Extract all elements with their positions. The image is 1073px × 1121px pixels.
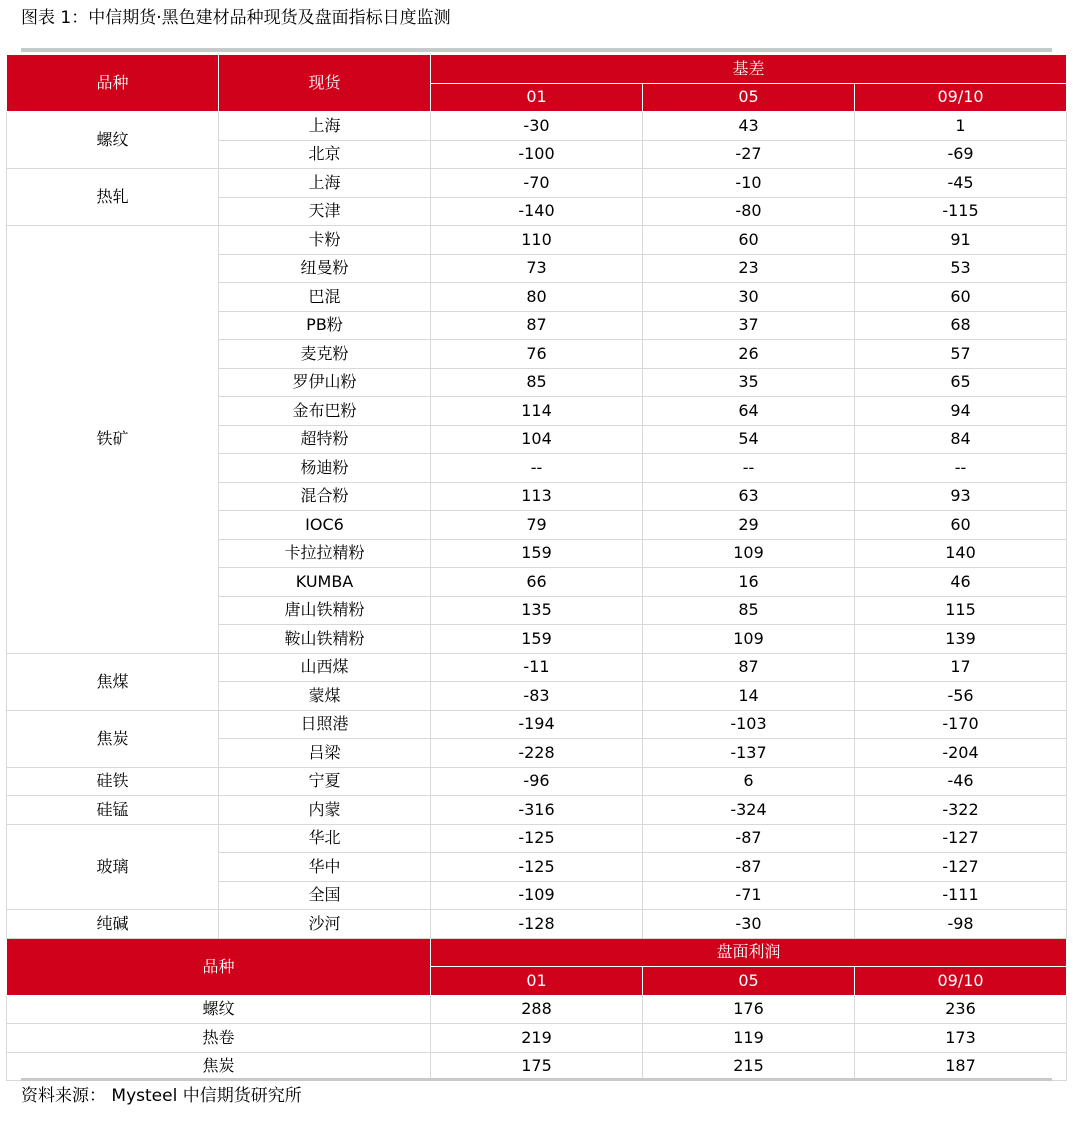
basis-value: 29 <box>643 511 855 540</box>
table-row <box>7 995 1067 1024</box>
basis-value: -194 <box>431 710 643 739</box>
table-row <box>7 1024 1067 1053</box>
basis-value: 60 <box>855 283 1067 312</box>
basis-value: 115 <box>855 596 1067 625</box>
header-contract: 05 <box>643 83 855 112</box>
basis-value: -115 <box>855 197 1067 226</box>
table-row <box>7 226 1067 255</box>
basis-value: -316 <box>431 796 643 825</box>
profit-value: 173 <box>855 1024 1067 1053</box>
basis-value: -70 <box>431 169 643 198</box>
basis-value: -204 <box>855 739 1067 768</box>
profit-header-row <box>7 938 1067 967</box>
table-row <box>7 910 1067 939</box>
profit-variety-cell: 螺纹 <box>7 995 431 1024</box>
profit-variety-cell: 焦炭 <box>7 1052 431 1081</box>
spot-cell: PB粉 <box>219 311 431 340</box>
spot-cell: KUMBA <box>219 568 431 597</box>
spot-cell: 全国 <box>219 881 431 910</box>
spot-cell: 天津 <box>219 197 431 226</box>
header-contract: 01 <box>431 967 643 996</box>
basis-value: 79 <box>431 511 643 540</box>
spot-cell: 纽曼粉 <box>219 254 431 283</box>
basis-value: -- <box>643 454 855 483</box>
spot-cell: 北京 <box>219 140 431 169</box>
basis-value: -100 <box>431 140 643 169</box>
basis-value: 14 <box>643 682 855 711</box>
basis-value: 85 <box>431 368 643 397</box>
header-basis-group: 基差 <box>431 55 1067 84</box>
table-row <box>7 796 1067 825</box>
spot-cell: 宁夏 <box>219 767 431 796</box>
basis-value: -45 <box>855 169 1067 198</box>
basis-value: -10 <box>643 169 855 198</box>
figure-title: 图表 1：中信期货·黑色建材品种现货及盘面指标日度监测 <box>21 8 451 28</box>
basis-value: 60 <box>643 226 855 255</box>
variety-cell: 玻璃 <box>7 824 219 910</box>
source-note: 资料来源： Mysteel 中信期货研究所 <box>21 1086 302 1106</box>
table-row <box>7 824 1067 853</box>
spot-cell: 唐山铁精粉 <box>219 596 431 625</box>
basis-value: 46 <box>855 568 1067 597</box>
basis-value: 16 <box>643 568 855 597</box>
variety-cell: 热轧 <box>7 169 219 226</box>
spot-cell: 罗伊山粉 <box>219 368 431 397</box>
basis-value: 109 <box>643 539 855 568</box>
basis-value: -96 <box>431 767 643 796</box>
header-contract: 05 <box>643 967 855 996</box>
basis-value: 80 <box>431 283 643 312</box>
spot-cell: 华中 <box>219 853 431 882</box>
basis-value: -87 <box>643 853 855 882</box>
basis-value: 68 <box>855 311 1067 340</box>
variety-cell: 焦炭 <box>7 710 219 767</box>
basis-value: 30 <box>643 283 855 312</box>
header-profit-group: 盘面利润 <box>431 938 1067 967</box>
basis-value: -56 <box>855 682 1067 711</box>
basis-value: 104 <box>431 425 643 454</box>
variety-cell: 铁矿 <box>7 226 219 654</box>
basis-value: 23 <box>643 254 855 283</box>
variety-cell: 硅铁 <box>7 767 219 796</box>
basis-value: -324 <box>643 796 855 825</box>
basis-value: 84 <box>855 425 1067 454</box>
basis-value: -27 <box>643 140 855 169</box>
spot-cell: 内蒙 <box>219 796 431 825</box>
basis-value: -80 <box>643 197 855 226</box>
basis-value: 91 <box>855 226 1067 255</box>
basis-value: -228 <box>431 739 643 768</box>
basis-value: -125 <box>431 853 643 882</box>
spot-cell: 超特粉 <box>219 425 431 454</box>
monitor-table <box>6 54 1067 1081</box>
basis-header-row <box>7 55 1067 84</box>
header-contract: 09/10 <box>855 83 1067 112</box>
basis-value: 135 <box>431 596 643 625</box>
basis-value: 140 <box>855 539 1067 568</box>
spot-cell: IOC6 <box>219 511 431 540</box>
basis-value: 85 <box>643 596 855 625</box>
table-row <box>7 767 1067 796</box>
header-contract: 09/10 <box>855 967 1067 996</box>
basis-value: 66 <box>431 568 643 597</box>
table-row <box>7 710 1067 739</box>
basis-value: 87 <box>643 653 855 682</box>
table-row <box>7 112 1067 141</box>
basis-value: 113 <box>431 482 643 511</box>
basis-value: -125 <box>431 824 643 853</box>
basis-value: -98 <box>855 910 1067 939</box>
profit-value: 176 <box>643 995 855 1024</box>
basis-value: 60 <box>855 511 1067 540</box>
profit-value: 175 <box>431 1052 643 1081</box>
spot-cell: 山西煤 <box>219 653 431 682</box>
basis-value: -- <box>431 454 643 483</box>
spot-cell: 鞍山铁精粉 <box>219 625 431 654</box>
basis-value: -83 <box>431 682 643 711</box>
basis-value: -103 <box>643 710 855 739</box>
spot-cell: 华北 <box>219 824 431 853</box>
header-variety: 品种 <box>7 55 219 112</box>
basis-value: 43 <box>643 112 855 141</box>
profit-value: 187 <box>855 1052 1067 1081</box>
basis-value: 1 <box>855 112 1067 141</box>
basis-value: 109 <box>643 625 855 654</box>
spot-cell: 日照港 <box>219 710 431 739</box>
table-row <box>7 169 1067 198</box>
table-row <box>7 1052 1067 1081</box>
spot-cell: 混合粉 <box>219 482 431 511</box>
profit-variety-cell: 热卷 <box>7 1024 431 1053</box>
basis-value: -127 <box>855 824 1067 853</box>
spot-cell: 蒙煤 <box>219 682 431 711</box>
profit-value: 236 <box>855 995 1067 1024</box>
basis-value: 65 <box>855 368 1067 397</box>
profit-value: 288 <box>431 995 643 1024</box>
spot-cell: 上海 <box>219 112 431 141</box>
basis-value: 35 <box>643 368 855 397</box>
spot-cell: 卡拉拉精粉 <box>219 539 431 568</box>
header-spot: 现货 <box>219 55 431 112</box>
profit-value: 215 <box>643 1052 855 1081</box>
profit-header-variety: 品种 <box>7 938 431 995</box>
basis-value: -- <box>855 454 1067 483</box>
header-contract: 01 <box>431 83 643 112</box>
basis-value: -127 <box>855 853 1067 882</box>
basis-value: 53 <box>855 254 1067 283</box>
basis-value: 17 <box>855 653 1067 682</box>
basis-value: -322 <box>855 796 1067 825</box>
basis-value: 139 <box>855 625 1067 654</box>
basis-value: -128 <box>431 910 643 939</box>
basis-value: -111 <box>855 881 1067 910</box>
basis-value: 37 <box>643 311 855 340</box>
spot-cell: 杨迪粉 <box>219 454 431 483</box>
variety-cell: 纯碱 <box>7 910 219 939</box>
basis-value: -30 <box>431 112 643 141</box>
profit-value: 119 <box>643 1024 855 1053</box>
basis-value: 159 <box>431 539 643 568</box>
basis-value: 76 <box>431 340 643 369</box>
basis-value: 57 <box>855 340 1067 369</box>
spot-cell: 卡粉 <box>219 226 431 255</box>
basis-value: -137 <box>643 739 855 768</box>
basis-value: 114 <box>431 397 643 426</box>
bottom-rule <box>21 1078 1052 1081</box>
basis-value: 26 <box>643 340 855 369</box>
top-rule <box>21 48 1052 52</box>
basis-value: 63 <box>643 482 855 511</box>
spot-cell: 金布巴粉 <box>219 397 431 426</box>
profit-value: 219 <box>431 1024 643 1053</box>
spot-cell: 上海 <box>219 169 431 198</box>
table-row <box>7 653 1067 682</box>
variety-cell: 螺纹 <box>7 112 219 169</box>
basis-value: -69 <box>855 140 1067 169</box>
basis-value: 110 <box>431 226 643 255</box>
basis-value: -11 <box>431 653 643 682</box>
spot-cell: 吕梁 <box>219 739 431 768</box>
basis-value: 54 <box>643 425 855 454</box>
basis-value: -46 <box>855 767 1067 796</box>
spot-cell: 沙河 <box>219 910 431 939</box>
basis-value: 73 <box>431 254 643 283</box>
spot-cell: 麦克粉 <box>219 340 431 369</box>
basis-value: -87 <box>643 824 855 853</box>
basis-value: -30 <box>643 910 855 939</box>
basis-value: 159 <box>431 625 643 654</box>
basis-value: 94 <box>855 397 1067 426</box>
basis-value: 87 <box>431 311 643 340</box>
basis-value: -140 <box>431 197 643 226</box>
spot-cell: 巴混 <box>219 283 431 312</box>
basis-value: 93 <box>855 482 1067 511</box>
basis-value: -170 <box>855 710 1067 739</box>
basis-value: -109 <box>431 881 643 910</box>
basis-value: 6 <box>643 767 855 796</box>
variety-cell: 硅锰 <box>7 796 219 825</box>
basis-value: -71 <box>643 881 855 910</box>
basis-value: 64 <box>643 397 855 426</box>
variety-cell: 焦煤 <box>7 653 219 710</box>
